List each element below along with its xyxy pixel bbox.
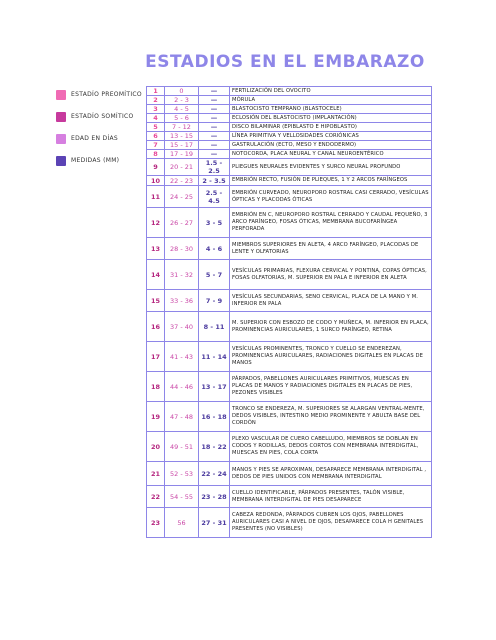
description-cell: NOTOCORDA, PLACA NEURAL Y CANAL NEUROENTÉRICO (230, 150, 432, 159)
stage-cell: 19 (147, 402, 165, 432)
legend-item-age-days (56, 132, 142, 145)
days-cell: 41 - 43 (165, 342, 199, 372)
description-cell: ECLOSIÓN DEL BLASTOCISTO (IMPLANTACIÓN) (230, 114, 432, 123)
stage-cell: 17 (147, 342, 165, 372)
measure-cell: 1.5 - 2.5 (199, 159, 230, 176)
table-row (147, 486, 432, 508)
stage-cell: 1 (147, 87, 165, 96)
stage-cell: 8 (147, 150, 165, 159)
stage-cell: 15 (147, 290, 165, 312)
table-row (147, 462, 432, 486)
description-cell: LÍNEA PRIMITIVA Y VELLOSIDADES CORIÓNICAS (230, 132, 432, 141)
measure-cell: 4 - 6 (199, 238, 230, 260)
measure-cell: — (199, 150, 230, 159)
measure-cell: 8 - 11 (199, 312, 230, 342)
description-cell: EMBRIÓN CURVEADO, NEUROPORO ROSTRAL CASI CERRADO, VESÍCULAS ÓPTICAS Y PLACODAS ÓTICAS (230, 186, 432, 208)
page-title: ESTADIOS EN EL EMBARAZO (145, 52, 425, 72)
stage-cell: 18 (147, 372, 165, 402)
legend-label: ESTADÍO PREOMÍTICO (71, 91, 142, 98)
stage-cell: 6 (147, 132, 165, 141)
measure-cell: — (199, 132, 230, 141)
legend-swatch (56, 156, 66, 166)
stage-cell: 2 (147, 96, 165, 105)
measure-cell: 7 - 9 (199, 290, 230, 312)
description-cell: CABEZA REDONDA, PÁRPADOS CUBREN LOS OJOS, PABELLONES AURICULARES CASI A NIVEL DE OJOS, DESAPARECE COLA H GENITALES PRESENTES (NO VISIBLES) (230, 508, 432, 538)
stages-table (146, 86, 432, 538)
days-cell: 7 - 12 (165, 123, 199, 132)
legend-label: MEDIDAS (MM) (71, 157, 120, 164)
days-cell: 24 - 25 (165, 186, 199, 208)
measure-cell: — (199, 96, 230, 105)
description-cell: PLEXO VASCULAR DE CUERO CABELLUDO, MIEMBROS SE DOBLAN EN CODOS Y RODILLAS, DEDOS CORTOS CON MEMBRANA INTERDIGITAL, MUESCAS EN PIES, COLA CORTA (230, 432, 432, 462)
table-row (147, 508, 432, 538)
stage-cell: 16 (147, 312, 165, 342)
days-cell: 49 - 51 (165, 432, 199, 462)
table-row (147, 132, 432, 141)
stage-cell: 7 (147, 141, 165, 150)
table-row (147, 159, 432, 176)
description-cell: MÓRULA (230, 96, 432, 105)
table-row (147, 260, 432, 290)
stage-cell: 23 (147, 508, 165, 538)
stage-cell: 3 (147, 105, 165, 114)
measure-cell: 13 - 17 (199, 372, 230, 402)
stage-cell: 4 (147, 114, 165, 123)
description-cell: PÁRPADOS, PABELLONES AURICULARES PRIMITIVOS, MUESCAS EN PLACAS DE MANOS Y RADIACIONES DIGITALES EN PLACAS DE PIES, PEZONES VISIBLES (230, 372, 432, 402)
table-row (147, 342, 432, 372)
days-cell: 0 (165, 87, 199, 96)
table-row (147, 105, 432, 114)
measure-cell: — (199, 141, 230, 150)
days-cell: 20 - 21 (165, 159, 199, 176)
table-row (147, 141, 432, 150)
table-row (147, 186, 432, 208)
measure-cell: 23 - 28 (199, 486, 230, 508)
days-cell: 17 - 19 (165, 150, 199, 159)
stage-cell: 9 (147, 159, 165, 176)
days-cell: 5 - 6 (165, 114, 199, 123)
table-row (147, 208, 432, 238)
stage-cell: 11 (147, 186, 165, 208)
measure-cell: 11 - 14 (199, 342, 230, 372)
description-cell: EMBRIÓN RECTO, FUSIÓN DE PLIEQUES, 1 Y 2 ARCOS FARÍNGEOS (230, 176, 432, 186)
measure-cell: 22 - 24 (199, 462, 230, 486)
description-cell: PLIEGUES NEURALES EVIDENTES Y SURCO NEURAL PROFUNDO (230, 159, 432, 176)
description-cell: DISCO BILAMINAR (EPIBLASTO E HIPOBLASTO) (230, 123, 432, 132)
stage-cell: 12 (147, 208, 165, 238)
table-row (147, 176, 432, 186)
legend-item-preomitic (56, 88, 142, 101)
table-row (147, 114, 432, 123)
table-row (147, 432, 432, 462)
stage-cell: 13 (147, 238, 165, 260)
days-cell: 54 - 55 (165, 486, 199, 508)
description-cell: EMBRIÓN EN C, NEUROPORO ROSTRAL CERRADO Y CAUDAL PEQUEÑO, 3 ARCO FARÍNGEO, FOSAS ÓTICAS, MEMBRANA BUCOFARÍNGEA PERFORADA (230, 208, 432, 238)
measure-cell: — (199, 123, 230, 132)
days-cell: 33 - 36 (165, 290, 199, 312)
measure-cell: 2.5 - 4.5 (199, 186, 230, 208)
days-cell: 31 - 32 (165, 260, 199, 290)
days-cell: 22 - 23 (165, 176, 199, 186)
legend-item-somitic (56, 110, 142, 123)
days-cell: 15 - 17 (165, 141, 199, 150)
table-row (147, 238, 432, 260)
legend-item-measures (56, 154, 142, 167)
description-cell: GASTRULACIÓN (ECTO, MESO Y ENDODERMO) (230, 141, 432, 150)
description-cell: VESÍCULAS PRIMARIAS, FLEXURA CERVICAL Y PONTINA, COPAS ÓPTICAS, FOSAS OLFATORIAS, M. SUPERIOR EN PALA E INFERIOR EN ALETA (230, 260, 432, 290)
measure-cell: 5 - 7 (199, 260, 230, 290)
days-cell: 26 - 27 (165, 208, 199, 238)
legend (56, 88, 142, 176)
legend-label: ESTADÍO SOMÍTICO (71, 113, 134, 120)
stage-cell: 14 (147, 260, 165, 290)
days-cell: 4 - 5 (165, 105, 199, 114)
measure-cell: 2 - 3.5 (199, 176, 230, 186)
description-cell: FERTILIZACIÓN DEL OVOCITO (230, 87, 432, 96)
table-row (147, 402, 432, 432)
legend-swatch (56, 90, 66, 100)
legend-swatch (56, 134, 66, 144)
measure-cell: 16 - 18 (199, 402, 230, 432)
days-cell: 28 - 30 (165, 238, 199, 260)
measure-cell: 3 - 5 (199, 208, 230, 238)
description-cell: MANOS Y PIES SE APROXIMAN, DESAPARECE MEMBRANA INTERDIGITAL , DEDOS DE PIES UNIDOS CON MEMBRANA INTERDIGITAL (230, 462, 432, 486)
days-cell: 37 - 40 (165, 312, 199, 342)
description-cell: CUELLO IDENTIFICABLE, PÁRPADOS PRESENTES, TALÓN VISIBLE, MEMBRANA INTERDIGITAL DE PIES DESAPARECE (230, 486, 432, 508)
table-row (147, 96, 432, 105)
table-row (147, 312, 432, 342)
measure-cell: 18 - 22 (199, 432, 230, 462)
measure-cell: — (199, 87, 230, 96)
days-cell: 52 - 53 (165, 462, 199, 486)
days-cell: 44 - 46 (165, 372, 199, 402)
stage-cell: 21 (147, 462, 165, 486)
measure-cell: 27 - 31 (199, 508, 230, 538)
days-cell: 13 - 15 (165, 132, 199, 141)
legend-swatch (56, 112, 66, 122)
days-cell: 47 - 48 (165, 402, 199, 432)
description-cell: VESÍCULAS PROMINENTES, TRONCO Y CUELLO SE ENDEREZAN, PROMINENCIAS AURICULARES, RADIACIONES DIGITALES EN PLACAS DE MANOS (230, 342, 432, 372)
stage-cell: 10 (147, 176, 165, 186)
description-cell: BLASTOCISTO TEMPRANO (BLASTOCELE) (230, 105, 432, 114)
stage-cell: 22 (147, 486, 165, 508)
days-cell: 56 (165, 508, 199, 538)
description-cell: MIEMBROS SUPERIORES EN ALETA, 4 ARCO FARÍNGEO, PLACODAS DE LENTE Y OLFATORIAS (230, 238, 432, 260)
table-row (147, 123, 432, 132)
days-cell: 2 - 3 (165, 96, 199, 105)
table-row (147, 87, 432, 96)
description-cell: VESÍCULAS SECUNDARIAS, SENO CERVICAL, PLACA DE LA MANO Y M. INFERIOR EN PALA (230, 290, 432, 312)
stage-cell: 20 (147, 432, 165, 462)
table-row (147, 150, 432, 159)
legend-label: EDAD EN DÍAS (71, 135, 119, 142)
measure-cell: — (199, 105, 230, 114)
table-row (147, 372, 432, 402)
table-row (147, 290, 432, 312)
measure-cell: — (199, 114, 230, 123)
description-cell: TRONCO SE ENDEREZA, M. SUPERIORES SE ALARGAN VENTRAL-MENTE, DEDOS VISIBLES, INTESTINO MEDIO PROMINENTE Y ABULTA BASE DEL CORDÓN (230, 402, 432, 432)
description-cell: M. SUPERIOR CON ESBOZO DE CODO Y MUÑECA, M. INFERIOR EN PLACA, PROMINENCIAS AURICULARES, 1 SURCO FARÍNGEO, RETINA (230, 312, 432, 342)
stage-cell: 5 (147, 123, 165, 132)
